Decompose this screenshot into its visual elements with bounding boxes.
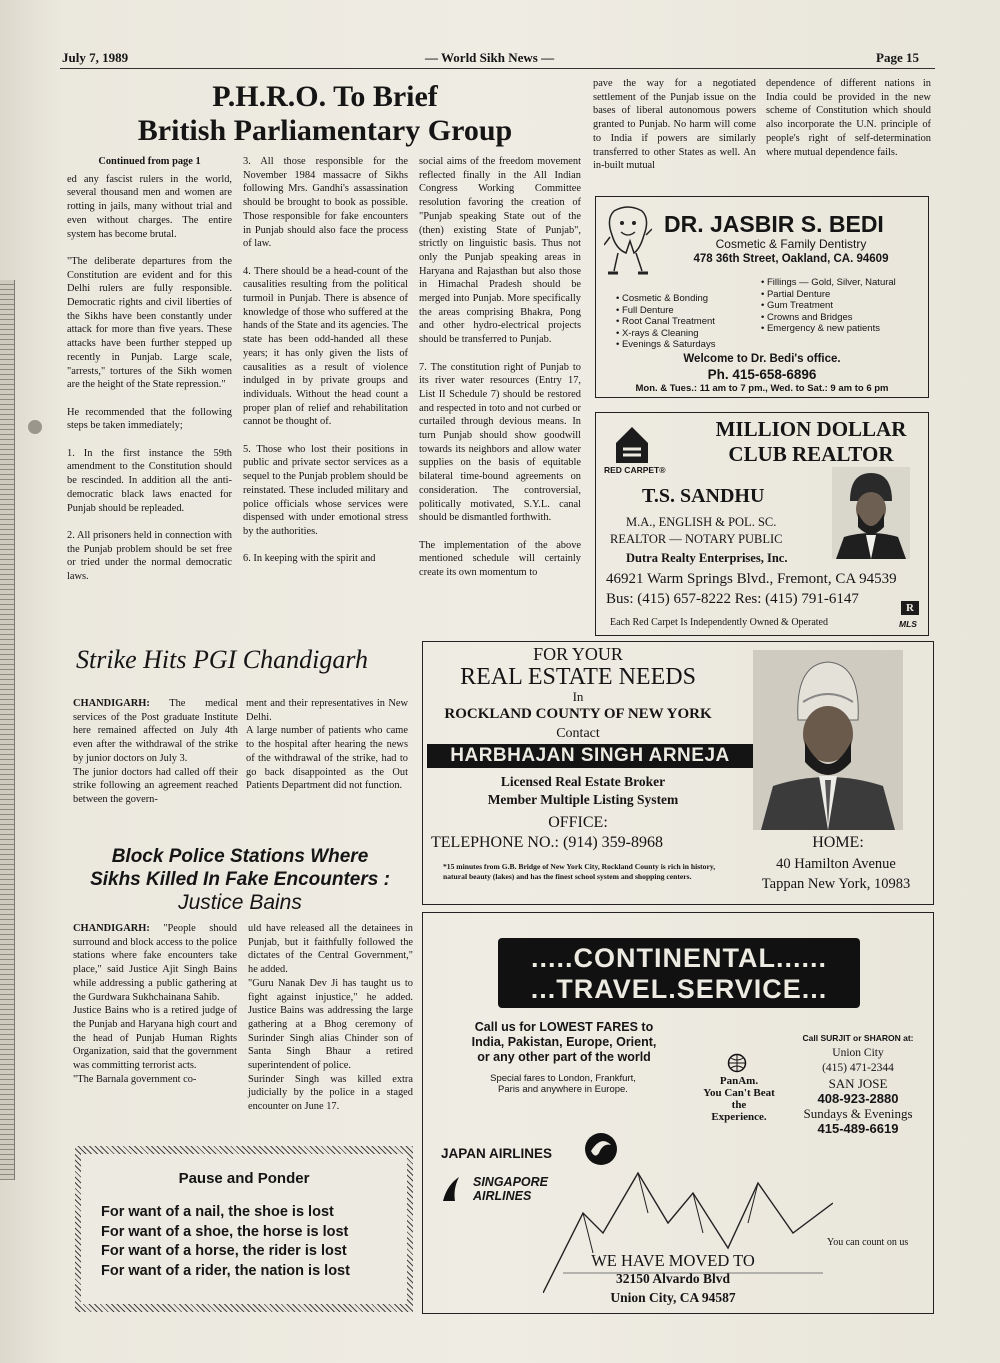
pause-line: For want of a nail, the shoe is lost: [101, 1204, 334, 1220]
travel-banner-line1: .....CONTINENTAL......: [531, 943, 827, 973]
travel-phone1: (415) 471-2344: [822, 1062, 894, 1074]
arneja-cred1: Licensed Real Estate Broker: [500, 774, 666, 789]
main-col-1-text: ed any fascist rulers in the world, several thousand men and women are rotting in jails, many without trial and even without charges. The entire system has become brutal. "The deliberate departures from the Constitution are evident and for this Delhi rulers are fully responsible. Democratic rights and civil liberties of the Sikhs have been constantly under attack for more than five years. These attacks have been further stepped up recently in Punjab. Large scale, "arrests," tortures of the Sikh women are the height of the State repression." He recommended that the following steps be taken immediately; 1. In the first instance the 59th amendment to the Constitution should be rescinded. In addition all the anti-democratic black laws enacted for Punjab should be repleaded. 2. All prisoners held in connection with the Punjab problem should be set free or tried under the normal democratic laws.: [67, 173, 232, 583]
travel-banner: [498, 938, 860, 1008]
sandhu-address: 46921 Warm Springs Blvd., Fremont, CA 94539: [606, 571, 897, 587]
red-carpet-brand: RED CARPET®: [604, 465, 666, 475]
travel-evenings: Sundays & Evenings: [803, 1106, 913, 1121]
block-headline-line1: Block Police Stations Where: [111, 846, 369, 867]
bedi-services-left: • Cosmetic & Bonding • Full Denture • Root Canal Treatment • X-rays & Cleaning • Evenings & Saturdays: [616, 293, 716, 351]
travel-count-on: You can count on us: [827, 1237, 909, 1248]
main-col-1: [67, 155, 232, 590]
service-item: Full Denture: [621, 304, 674, 316]
main-headline-line1: P.H.R.O. To Brief: [212, 80, 438, 113]
strike-headline: Strike Hits PGI Chandigarh: [76, 645, 369, 674]
block-col-1-text: "People should surround and block access to the police stations where fake encounters take place," said Justice Ajit Singh Bains while addressing a public gathering at the Gurdwara Sukhchainana Sahib. Justice Bains who is a retired judge of the Punjab and Haryana high court and the head of Punjab Human Rights Organization, said that the government was committing terrorist acts. "The Barnala government co-: [73, 923, 237, 1085]
ad-sandhu: [595, 412, 929, 636]
service-item: Partial Denture: [766, 288, 831, 300]
block-col-2: [248, 922, 413, 1120]
singapore-line: AIRLINES: [473, 1189, 532, 1203]
arneja-name: HARBHAJAN SINGH ARNEJA: [427, 744, 753, 768]
travel-city: Union City, CA 94587: [610, 1290, 736, 1305]
arneja-office-label: OFFICE:: [548, 814, 608, 831]
pause-inner: [81, 1154, 407, 1304]
ad-bedi: [595, 196, 929, 398]
japan-airlines: JAPAN AIRLINES: [441, 1146, 553, 1161]
strike-col-2-text: ment and their representatives in New Delhi. A large number of patients who came to the hospital after hearing the news of the withdrawal of the strike, had to go back disappointed as the Out Patients Department did not function.: [246, 698, 408, 792]
travel-contacts: [783, 1031, 933, 1136]
bedi-services-right: • Fillings — Gold, Silver, Natural • Partial Denture • Gum Treatment • Crowns and Bridges • Emergency & new patients: [761, 277, 896, 335]
singapore-line: SINGAPORE: [473, 1175, 549, 1189]
arneja-line1: FOR YOUR: [533, 644, 623, 664]
sandhu-portrait: [832, 467, 910, 559]
block-headline-line2: Sikhs Killed In Fake Encounters :: [90, 869, 390, 890]
pause-line: For want of a shoe, the horse is lost: [101, 1223, 349, 1240]
sandhu-role: REALTOR — NOTARY PUBLIC: [610, 532, 783, 546]
panam-line: You Can't Beat: [703, 1087, 775, 1099]
strike-col-1-text: The medical services of the Post graduate Institute here remained affected on July 4th even after the withdrawal of the strike by junior doctors on July 3. The junior doctors had called off their strike following an agreement reached between the govern-: [73, 698, 238, 805]
bedi-welcome: Welcome to Dr. Bedi's office.: [683, 353, 841, 365]
panam-line: the: [731, 1099, 747, 1111]
service-item: Gum Treatment: [766, 300, 833, 312]
main-col-5: [766, 77, 931, 165]
sandhu-company: Dutra Realty Enterprises, Inc.: [626, 551, 788, 565]
paper-name: — World Sikh News —: [425, 50, 555, 65]
service-item: Evenings & Saturdays: [621, 339, 716, 351]
arneja-home-label: HOME:: [812, 834, 864, 851]
issue-date: July 7, 1989: [62, 50, 129, 65]
travel-call-line: or any other part of the world: [477, 1050, 651, 1064]
strike-col-1: [73, 697, 238, 813]
travel-phone3: 415-489-6619: [817, 1121, 899, 1136]
main-headline: [70, 80, 580, 148]
arneja-home1: 40 Hamilton Avenue: [776, 856, 896, 872]
main-col-3: [419, 155, 581, 586]
travel-banner-line2: ...TRAVEL.SERVICE...: [530, 974, 828, 1004]
service-item: Root Canal Treatment: [621, 316, 715, 328]
bedi-subtitle: Cosmetic & Family Dentistry: [715, 237, 867, 251]
binder-hole: [28, 420, 42, 434]
bedi-hours: Mon. & Tues.: 11 am to 7 pm., Wed. to Sat.: 9 am to 6 pm: [635, 383, 889, 394]
main-headline-line2: British Parliamentary Group: [137, 114, 513, 147]
block-headline: [70, 845, 410, 914]
arneja-home2: Tappan New York, 10983: [761, 876, 911, 892]
pause-box: [75, 1146, 413, 1312]
block-headline-line3: Justice Bains: [178, 891, 302, 914]
panam-line: Experience.: [711, 1111, 767, 1123]
sandhu-headline-line2: CLUB REALTOR: [728, 442, 894, 466]
arneja-line5: Contact: [556, 726, 600, 741]
bedi-phone: Ph. 415-658-6896: [707, 367, 817, 382]
sandhu-name: T.S. SANDHU: [642, 485, 765, 507]
pause-line: For want of a rider, the nation is lost: [101, 1262, 350, 1279]
travel-special: [443, 1073, 683, 1095]
service-item: Emergency & new patients: [766, 323, 880, 335]
service-item: Crowns and Bridges: [766, 311, 853, 323]
bedi-name: DR. JASBIR S. BEDI: [664, 211, 884, 237]
realtor-logo-icon: R: [901, 601, 919, 615]
tooth-mascot-icon: [604, 205, 652, 285]
service-item: Fillings — Gold, Silver, Natural: [766, 277, 896, 288]
travel-special-line: Paris and anywhere in Europe.: [498, 1084, 628, 1095]
strike-dateline: CHANDIGARH:: [73, 698, 150, 709]
sandhu-headline: [696, 417, 926, 467]
main-col-2: [243, 155, 408, 572]
travel-city1: Union City: [832, 1047, 884, 1059]
travel-call-line: India, Pakistan, Europe, Orient,: [471, 1035, 657, 1049]
arneja-cred2: Member Multiple Listing System: [487, 792, 679, 807]
scanner-ruler: [0, 280, 15, 1180]
service-item: Cosmetic & Bonding: [621, 293, 709, 304]
main-col-4: [593, 77, 756, 179]
pause-title: Pause and Ponder: [178, 1170, 310, 1187]
pause-line: For want of a horse, the rider is lost: [101, 1243, 347, 1259]
singapore-bird-icon: [441, 1175, 461, 1203]
arneja-line2: REAL ESTATE NEEDS: [460, 664, 696, 690]
travel-call: [433, 1020, 695, 1065]
panam-line: PanAm.: [719, 1075, 759, 1087]
travel-street: 32150 Alvardo Blvd: [615, 1271, 731, 1286]
arneja-note: *15 minutes from G.B. Bridge of New York City, Rockland County is rich in history, natural beauty (lakes) and has the finest school system and shopping centers.: [443, 862, 716, 881]
sandhu-footer: Each Red Carpet Is Independently Owned & Operated: [610, 617, 828, 628]
ad-travel: [422, 912, 934, 1314]
page-number: Page 15: [876, 50, 919, 65]
mls-logo: MLS: [899, 619, 917, 629]
travel-special-line: Special fares to London, Frankfurt,: [490, 1073, 636, 1084]
sandhu-phones: Bus: (415) 657-8222 Res: (415) 791-6147: [606, 591, 859, 607]
ad-arneja: [422, 641, 934, 905]
main-col-5-text: dependence of different nations in India could be provided in the new scheme of Constitution which should also incorporate the U.N. principle of people's right of self-determination where mutual dependence fails.: [766, 78, 931, 158]
arneja-portrait: [753, 650, 903, 830]
travel-call-names: Call SURJIT or SHARON at:: [802, 1033, 914, 1043]
main-col-2-text: 3. All those responsible for the November 1984 massacre of Sikhs following Mrs. Gandhi's assassination should be brought to book as possible. Those responsible for fake encounters in Punjab should also face the process of law. 4. There should be a head-count of the causalities resulting from the political turmoil in Punjab. There is absence of knowledge of those who suffered at the hands of the State and its agencies. The state has been odd-handed all these years; it has only given the lists of causalities as a result of violence indulged in by private groups and individuals. Without the head count a proper plan of relief and rehabilitation cannot be thought of. 5. Those who lost their positions in public and private sector services as a sequel to the Punjab problem should be reinstated. These included military and police officials whose services were dispensed with under emotional stress by the authorities. 6. In keeping with the spirit and: [243, 156, 408, 565]
continued-note: Continued from page 1: [98, 156, 201, 167]
red-carpet-house-icon: [612, 423, 652, 465]
travel-call-line: Call us for LOWEST FARES to: [474, 1020, 654, 1034]
arneja-line4: ROCKLAND COUNTY OF NEW YORK: [444, 706, 712, 722]
sandhu-degree: M.A., ENGLISH & POL. SC.: [626, 515, 777, 529]
masthead-rule: [60, 68, 935, 69]
sandhu-headline-line1: MILLION DOLLAR: [715, 417, 907, 441]
arneja-line3: In: [572, 689, 584, 704]
singapore-airlines: [473, 1175, 548, 1203]
arneja-office-phone: TELEPHONE NO.: (914) 359-8968: [431, 834, 663, 851]
block-col-1: [73, 922, 237, 1092]
panam-slogan: [699, 1075, 779, 1123]
main-col-4-text: pave the way for a negotiated settlement of the Punjab issue on the bases of liberal autonomous powers granted to Punjab. No harm will come to India if powers are similarly transferred to other States as well. An in-built mutual: [593, 78, 756, 172]
main-col-3-text: social aims of the freedom movement reflected finally in the All Indian Congress Working Committee resolution favoring the creation of "Punjab speaking State out of the (then) existing State of Punjab", strictly on linguistic basis. Thus not only the Punjab speaking areas in Haryana and Rajasthan but also those in Himachal Pradesh should be merged into Punjab. More specifically the areas comprising Bhakra, Pong and other hydro-electrical projects should be transferred to Punjab. 7. The constitution right of Punjab to its river water resources (Entry 17, List II Schedule 7) should be restored and respected in toto and not curbed or curtailed through devious means. In turn Punjab should show goodwill towards its neighbors and allow water supplies on the basis of equitable bilateral time-bound agreements on consideration. The controversial, politically motivated, S.Y.L. canal should be dismantled forthwith. The implementation of the above mentioned schedule will certainly create its own momentum to: [419, 156, 581, 579]
travel-phone2: 408-923-2880: [817, 1091, 899, 1106]
service-item: X-rays & Cleaning: [621, 327, 699, 339]
panam-globe-icon: [727, 1053, 747, 1073]
block-dateline: CHANDIGARH:: [73, 923, 150, 934]
travel-moved: WE HAVE MOVED TO: [591, 1251, 755, 1270]
block-col-2-text: uld have released all the detainees in Punjab, but it faithfully followed the dictates of the Central Government," he added. "Guru Nanak Dev Ji has taught us to fight against injustice," he added. Justice Bains was addressing the large gathering at a Bhog ceremony of Surinder Singh alias Chinder son of Santa Singh Bhaur a retired superintendent of police. Surinder Singh was killed extra judicially by the police in a staged encounter on June 17.: [248, 923, 413, 1113]
bedi-address: 478 36th Street, Oakland, CA. 94609: [693, 253, 889, 265]
travel-city2: SAN JOSE: [828, 1076, 888, 1091]
strike-col-2: [246, 697, 408, 799]
